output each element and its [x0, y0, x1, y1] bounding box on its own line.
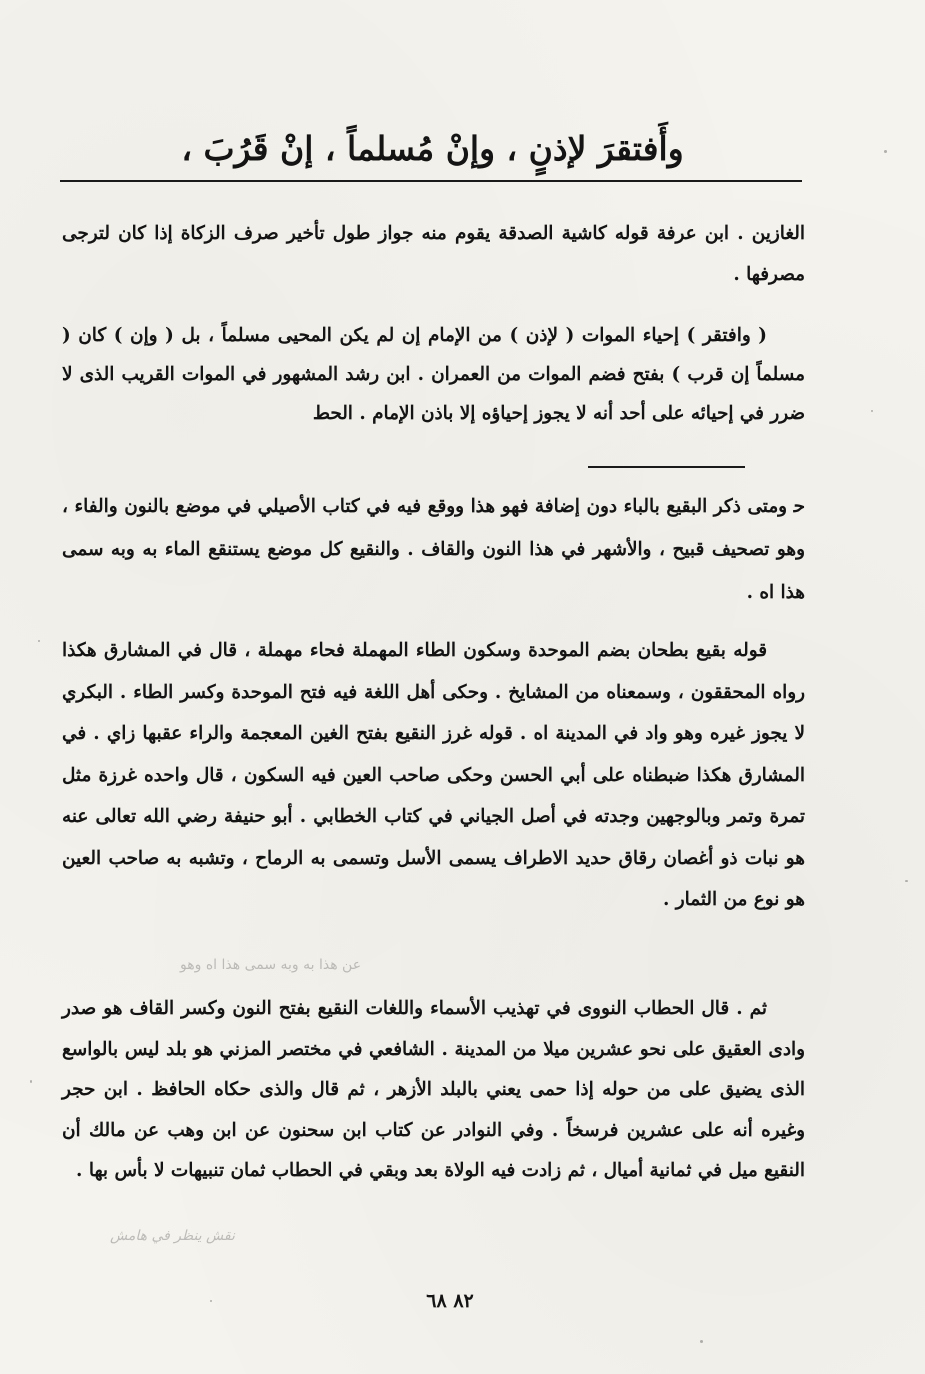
footnote-text: قوله بقيع بطحان بضم الموحدة وسكون الطاء المهملة فحاء مهملة ، قال في المشارق هكذا رواه المحققون ، وسمعناه من المشايخ . وحكى أهل اللغة فيه فتح الموحدة وكسر الطاء . البكري لا يجوز غيره وهو واد في المدينة اه . قوله غرز النقيع بفتح الغين المعجمة والراء عقبها زاي . في المشارق هكذا ضبطناه على أبي الحسن وحكى صاحب العين فيه السكون ، قال واحده غرزة مثل تمرة وتمر وبالوجهين وجدته في أصل الجياني في كتاب الخطابي . أبو حنيفة رضي الله تعالى عنه هو نبات ذو أغصان رقاق حديد الاطراف يسمى الأسل وتسمى به الرماح ، وتشبه به صاحب العين هو نوع من الثمار .: [62, 640, 805, 910]
heading-rule: [60, 180, 802, 182]
scan-speck: [884, 150, 887, 153]
footnote-text: ثم . قال الحطاب النووى في تهذيب الأسماء واللغات النقيع بفتح النون وكسر القاف هو صدر وادى العقيق على نحو عشرين ميلا من المدينة . الشافعي في مختصر المزني هو بلد ليس بالواسع الذى يضيق على من حوله إذا حمى يعني بالبلد الأزهر ، ثم قال والذى حكاه الحافظ . ابن حجر وغيره أنه على عشرين فرسخاً . وفي النوادر عن كتاب ابن سحنون عن ابن وهب عن مالك أن النقيع ميل في ثمانية أميال ، ثم زادت فيه الولاة بعد وبقي في الحطاب ثمان تنبيهات لا بأس بها .: [62, 998, 805, 1181]
scan-speck: [210, 1300, 212, 1302]
commentary-text: الغازين . ابن عرفة قوله كاشية الصدقة يقوم منه جواز طول تأخير صرف الزكاة إذا كان لترجى مصرفها .: [62, 223, 805, 285]
footnote-paragraph-2: [62, 630, 805, 921]
commentary-paragraph-1: [62, 213, 805, 295]
footnote-text: ﺣ ومتى ذكر البقيع بالباء دون إضافة فهو هذا ووقع فيه في كتاب الأصيلي في موضع بالنون والفاء ، وهو تصحيف قبيح ، والأشهر في هذا النون والقاف . والنقيع كل موضع يستنقع الماء به وبه سمى هذا اه .: [62, 496, 805, 603]
bleed-through-text: ﻋﻦ ﻫﺬﺍ ﺑﻪ ﻭﺑﻪ ﺳﻤﻰ ﻫﺬﺍ ﺍﻩ ﻭﻫﻮ: [180, 957, 362, 973]
scan-speck: [871, 410, 873, 412]
scan-speck: [700, 1340, 703, 1343]
commentary-text: ( وافتقر ) إحياء الموات ( لإذن ) من الإمام إن لم يكن المحيى مسلماً ، بل ( وإن ) كان ( مسلماً إن قرب ) بفتح فضم الموات من العمران . ابن رشد المشهور في الموات القريب الذى لا ضرر في إحيائه على أحد أنه لا يجوز إحياؤه إلا باذن الإمام . الحط: [62, 325, 805, 424]
page-heading: [60, 118, 805, 180]
page-number: [380, 1290, 520, 1312]
commentary-paragraph-2: [62, 316, 805, 433]
matn-heading-text: وأَفتقرَ لإذنٍ ، وإنْ مُسلماً ، إنْ قَرُبَ ،: [181, 129, 684, 168]
footnote-paragraph-3: [62, 989, 805, 1192]
footnote-paragraph-1: [62, 485, 805, 614]
bleed-through-text: ﻧﻘﺶ ﻳﻨﻈﺮ ﻓﻲ ﻫﺎﻣﺶ: [110, 1228, 235, 1244]
page-number-text: ٨٢ ٦٨: [426, 1290, 474, 1312]
scan-speck: [30, 1080, 32, 1083]
scan-speck: [905, 880, 908, 882]
scan-speck: [38, 640, 40, 642]
footnote-separator: [588, 466, 745, 468]
